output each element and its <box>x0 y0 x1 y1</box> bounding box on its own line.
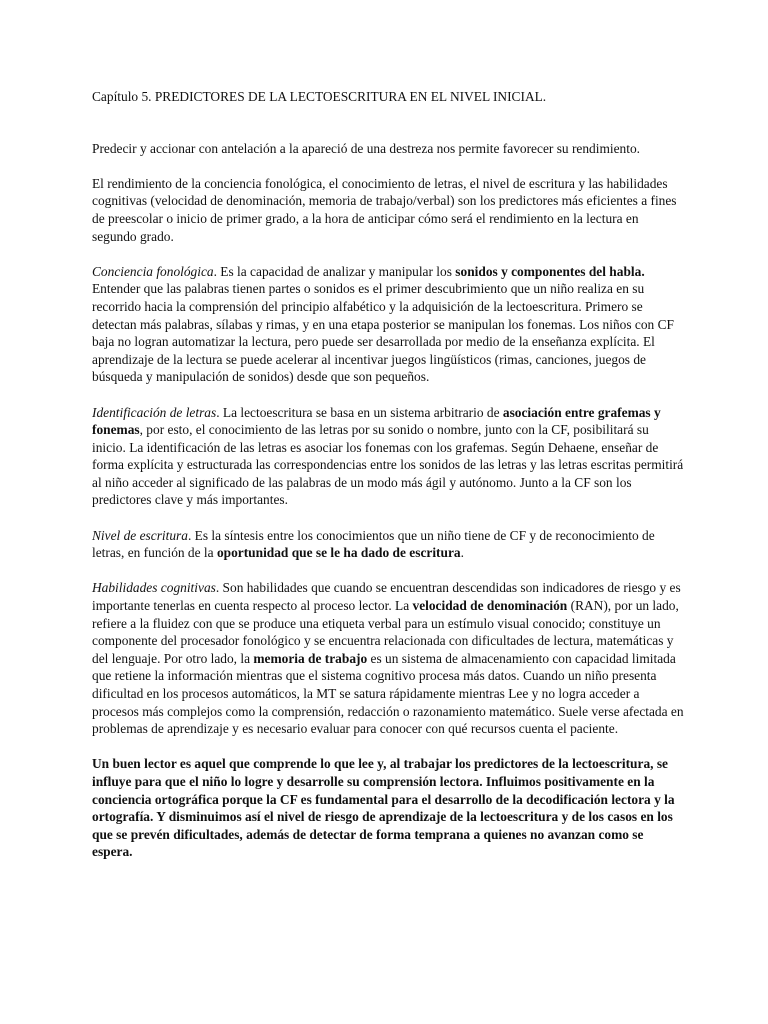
section-emphasis: sonidos y componentes del habla. <box>455 263 645 279</box>
section-heading: Habilidades cognitivas <box>92 580 216 596</box>
section-heading: Identificación de letras <box>92 404 217 420</box>
section-emphasis: memoria de trabajo <box>253 650 368 666</box>
section-text: . <box>460 545 464 561</box>
section-emphasis: asociación entre grafemas y fonemas <box>92 404 661 438</box>
summary-paragraph: El rendimiento de la conciencia fonológica, el conocimiento de letras, el nivel de escritura y las habilidades cognitivas (velocidad de denominación, memoria de trabajo/verbal) son los predictores más eficientes a fines de preescolar o inicio de primer grado, a la hora de anticipar cómo será el rendimiento en la lectura en segundo grado. <box>92 175 677 244</box>
section-emphasis: oportunidad que se le ha dado de escritura <box>216 545 461 561</box>
section-writing-level <box>92 527 684 562</box>
section-heading: Nivel de escritura <box>92 527 188 543</box>
section-text: es un sistema de almacenamiento con capacidad limitada que retiene la información mientras que el sistema cognitivo procesa más datos. Cuando un niño presenta dificultad en los procesos automáticos, la MT se satura rápidamente mientras Lee y no logra acceder a procesos más complejos como la comprensión, redacción o razonamiento matemático. Suele verse afectada en problemas de aprendizaje y es necesario evaluar para conocer con qué recursos cuenta el paciente. <box>92 650 684 737</box>
section-letter-identification <box>92 404 684 510</box>
section-cognitive-skills <box>92 579 684 737</box>
section-text: . Son habilidades que cuando se encuentran descendidas son indicadores de riesgo y es importante tenerlas en cuenta respecto al proceso lector. La <box>92 580 681 614</box>
section-phonological-awareness <box>92 263 684 386</box>
document-page <box>92 88 684 879</box>
section-emphasis: velocidad de denominación <box>412 598 568 614</box>
section-text: . Es la capacidad de analizar y manipular los <box>213 263 456 279</box>
section-text: , por esto, el conocimiento de las letras por su sonido o nombre, junto con la CF, posibilitará su inicio. La identificación de las letras es asociar los fonemas con los grafemas. Según Dehaene, enseñar de forma explícita y estructurada las correspondencias entre los sonidos de las letras y las letras escritas permitirá al niño acceder al significado de las palabras de un modo más ágil y autónomo. Junto a la CF son los predictores clave y más importantes. <box>92 422 684 508</box>
conclusion-paragraph: Un buen lector es aquel que comprende lo que lee y, al trabajar los predictores de la lectoescritura, se influye para que el niño lo logre y desarrolle su comprensión lectora. Influimos positivamente en la conciencia ortográfica porque la CF es fundamental para el desarrollo de la decodificación lectora y la ortografía. Y disminuimos así el nivel de riesgo de aprendizaje de la lectoescritura y de los casos en los que se prevén dificultades, además de detectar de forma temprana a quienes no avanzan como se espera. <box>92 756 675 860</box>
intro-paragraph: Predecir y accionar con antelación a la apareció de una destreza nos permite favorecer su rendimiento. <box>92 140 641 156</box>
section-text: . La lectoescritura se basa en un sistema arbitrario de <box>216 404 503 420</box>
section-text: Entender que las palabras tienen partes o sonidos es el primer descubrimiento que un niño realiza en su recorrido hacia la comprensión del principio alfabético y la adquisición de la lectoescritura. Primero se detectan más palabras, sílabas y rimas, y en una etapa posterior se manipulan los fonemas. Los niños con CF baja no logran automatizar la lectura, pero puede ser desarrollada por medio de la enseñanza explícita. El aprendizaje de la lectura se puede acelerar al incentivar juegos lingüísticos (rimas, canciones, juegos de búsqueda y manipulación de sonidos) desde que son pequeños. <box>92 281 674 385</box>
chapter-title: Capítulo 5. PREDICTORES DE LA LECTOESCRITURA EN EL NIVEL INICIAL. <box>92 89 547 104</box>
section-heading: Conciencia fonológica <box>92 263 214 279</box>
section-text: . Es la síntesis entre los conocimientos que un niño tiene de CF y de reconocimiento de letras, en función de la <box>92 527 655 561</box>
section-text: (RAN), por un lado, refiere a la fluidez con que se produce una etiqueta verbal para un estímulo visual conocido; constituye un componente del procesador fonológico y se encuentra relacionada con dificultades de lectura, matemáticas y del lenguaje. Por otro lado, la <box>92 598 679 666</box>
